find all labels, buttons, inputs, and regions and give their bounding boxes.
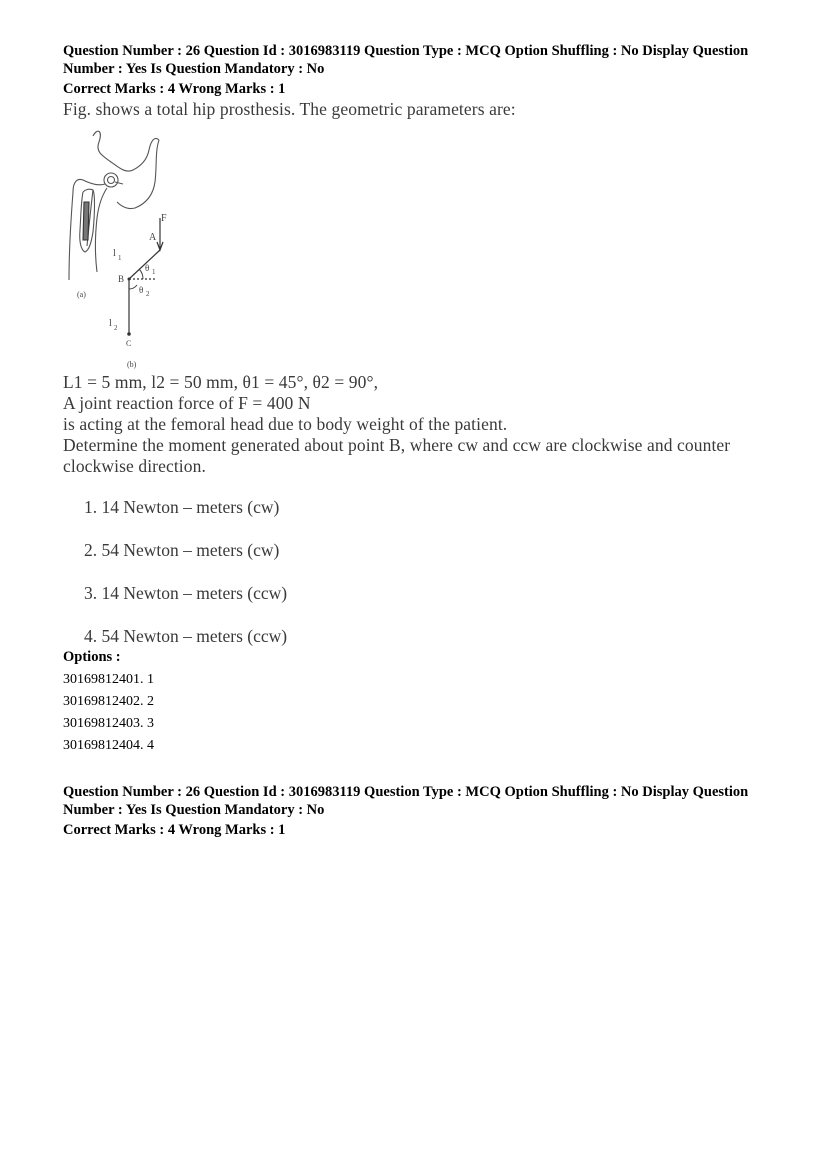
next-question-header-line-2: Number : Yes Is Question Mandatory : No <box>63 802 325 818</box>
acetabular-cup <box>108 177 115 184</box>
femur-outer-right <box>96 188 108 272</box>
hip-prosthesis-drawing <box>63 122 183 372</box>
panel-a-label: (a) <box>77 290 86 299</box>
option-item: 30169812401. 1 <box>63 672 154 687</box>
point-b-dot <box>128 278 131 281</box>
task-line-1: Determine the moment generated about point B, where cw and ccw are clockwise and counter <box>63 435 731 455</box>
option-item: 30169812402. 2 <box>63 694 154 709</box>
answer-choices <box>84 497 287 669</box>
option-item: 30169812404. 4 <box>63 738 154 753</box>
panel-b-label: (b) <box>127 360 137 369</box>
question-body <box>63 372 783 477</box>
point-c-dot <box>127 332 131 336</box>
hip-prosthesis-figure <box>63 122 183 372</box>
answer-choice: 1. 14 Newton – meters (cw) <box>84 497 280 517</box>
option-item: 30169812403. 3 <box>63 716 154 731</box>
answer-choice: 3. 14 Newton – meters (ccw) <box>84 583 288 603</box>
geometric-parameters: L1 = 5 mm, l2 = 50 mm, θ1 = 45°, θ2 = 90°, <box>63 372 379 392</box>
l1-label: l <box>113 248 116 259</box>
question-intro: Fig. shows a total hip prosthesis. The geometric parameters are: <box>63 99 516 119</box>
question-header-line-1: Question Number : 26 Question Id : 3016983119 Question Type : MCQ Option Shuffling : No Display Question <box>63 43 749 59</box>
stem-core <box>83 202 89 240</box>
next-question-header-line-1: Question Number : 26 Question Id : 3016983119 Question Type : MCQ Option Shuffling : No Display Question <box>63 784 749 800</box>
theta2-label: θ <box>139 285 144 295</box>
force-description: is acting at the femoral head due to body weight of the patient. <box>63 414 508 434</box>
l2-label: l <box>109 318 112 329</box>
theta2-subscript: 2 <box>146 290 150 298</box>
pelvis-outline <box>93 131 159 171</box>
task-line-2: clockwise direction. <box>63 456 206 476</box>
point-b-label: B <box>118 274 125 284</box>
point-a-label: A <box>149 232 157 243</box>
l1-subscript: 1 <box>118 254 122 262</box>
answer-choice: 2. 54 Newton – meters (cw) <box>84 540 280 560</box>
neck-line <box>115 182 123 184</box>
theta1-label: θ <box>145 263 150 273</box>
options-list <box>63 671 154 759</box>
l2-subscript: 2 <box>114 324 118 332</box>
point-c-label: C <box>126 339 132 348</box>
next-question-marks: Correct Marks : 4 Wrong Marks : 1 <box>63 822 286 838</box>
joint-reaction-force: A joint reaction force of F = 400 N <box>63 393 311 413</box>
femoral-head <box>104 173 118 187</box>
question-marks: Correct Marks : 4 Wrong Marks : 1 <box>63 81 286 97</box>
theta1-subscript: 1 <box>152 268 156 276</box>
answer-choice: 4. 54 Newton – meters (ccw) <box>84 626 288 646</box>
theta1-arc <box>139 269 143 279</box>
question-header-line-2: Number : Yes Is Question Mandatory : No <box>63 61 325 77</box>
question-header <box>63 42 773 98</box>
force-label: F <box>161 213 167 224</box>
theta2-arc <box>129 285 137 289</box>
options-label: Options : <box>63 649 121 665</box>
pelvis-lower-outline <box>117 140 159 209</box>
next-question-header <box>63 783 773 839</box>
